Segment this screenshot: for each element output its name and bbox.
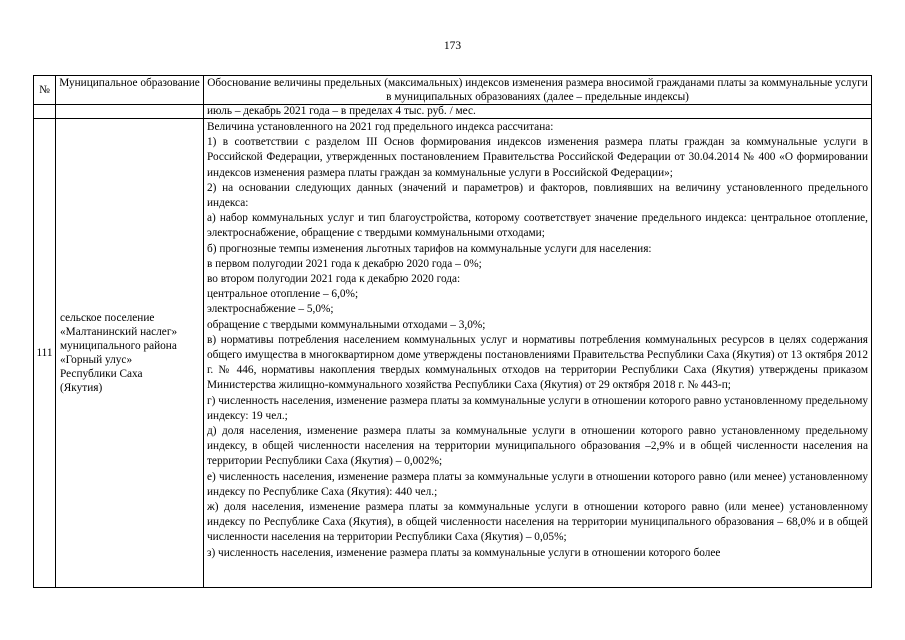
continuation-municipality-cell: [56, 105, 204, 119]
paragraph-v: в) нормативы потребления населением коммунальных услуг и нормативы потребления коммунальных ресурсов в целях содержания общего имущества в многоквартирном доме утверждены постановлениями Правительства Республики Саха (Якутия) от 13 октября 2012 г. № 446, нормативы накопления твердых коммунальных отходов на территории Республики Саха (Якутия) утверждены приказом Министерства жилищно-коммунального хозяйства Республики Саха (Якутия) от 29 октября 2018 г. № 443-п;: [207, 333, 868, 392]
paragraph-z: з) численность населения, изменение размера платы за коммунальные услуги в отношении которого более: [207, 546, 721, 559]
paragraph-first-half: в первом полугодии 2021 года к декабрю 2020 года – 0%;: [207, 257, 482, 270]
municipality-line: муниципального района: [60, 340, 177, 352]
row-rationale: [204, 119, 872, 588]
table-row: [34, 119, 872, 588]
paragraph-waste: обращение с твердыми коммунальными отходами – 3,0%;: [207, 318, 486, 331]
paragraph-second-half: во втором полугодии 2021 года к декабрю 2020 года:: [207, 273, 461, 286]
municipality-line: Республики Саха: [60, 368, 143, 380]
paragraph-2: 2) на основании следующих данных (значений и параметров) и факторов, повлиявших на величину установленного предельного индекса:: [207, 181, 868, 210]
paragraph-a: а) набор коммунальных услуг и тип благоустройства, которому соответствует значение предельного индекса: центральное отопление, электроснабжение, обращение с твердыми коммунальными отходами;: [207, 212, 868, 240]
paragraph-electricity: электроснабжение – 5,0%;: [207, 303, 334, 316]
continuation-num-cell: [34, 105, 56, 119]
continuation-row: [34, 105, 872, 119]
row-municipality: [56, 119, 204, 588]
municipality-line: сельское поселение: [60, 312, 155, 324]
paragraph-intro: Величина установленного на 2021 год предельного индекса рассчитана:: [207, 121, 554, 133]
continuation-text: июль – декабрь 2021 года – в пределах 4 тыс. руб. / мес.: [204, 105, 872, 119]
row-number: 111: [34, 119, 56, 588]
paragraph-1: 1) в соответствии с разделом III Основ формирования индексов изменения размера платы граждан за коммунальные услуги в Российской Федерации, утвержденных постановлением Правительства Российской Федерации от 30.04.2014 № 400 «О формировании индексов изменения размера платы граждан за коммунальные услуги в Российской Федерации»;: [207, 136, 868, 179]
paragraph-g: г) численность населения, изменение размера платы за коммунальные услуги в отношении которого равно установленному предельному индексу: 19 чел.;: [207, 394, 868, 422]
municipality-line: (Якутия): [60, 382, 103, 394]
paragraph-b: б) прогнозные темпы изменения льготных тарифов на коммунальные услуги для населения:: [207, 242, 652, 255]
indices-table: [33, 75, 872, 588]
paragraph-heating: центральное отопление – 6,0%;: [207, 288, 359, 301]
table-header-row: [34, 76, 872, 105]
paragraph-d: д) доля населения, изменение размера платы за коммунальные услуги в отношении которого равно установленному предельному индексу, в общей численности населения на территории муниципального образования –2,9% и в общей численности населения на территории Республики Саха (Якутия) – 0,002%;: [207, 425, 868, 468]
paragraph-e: е) численность населения, изменение размера платы за коммунальные услуги в отношении которого равно (или менее) установленному индексу по Республике Саха (Якутия): 440 чел.;: [207, 470, 868, 498]
header-rationale: Обоснование величины предельных (максимальных) индексов изменения размера вносимой гражданами платы за коммунальные услуги в муниципальных образованиях (далее – предельные индексы): [204, 76, 872, 105]
page-number: 173: [443, 40, 462, 52]
municipality-line: «Горный улус»: [60, 354, 133, 366]
header-municipality: Муниципальное образование: [56, 76, 204, 105]
header-number: №: [34, 76, 56, 105]
paragraph-zh: ж) доля населения, изменение размера платы за коммунальные услуги в отношении которого равно (или менее) установленному индексу по Республике Саха (Якутия), в общей численности населения на территории муниципального образования – 68,0% и в общей численности населения на территории Республики Саха (Якутия) – 0,05%;: [207, 501, 868, 544]
municipality-line: «Малтанинский наслег»: [60, 326, 178, 338]
